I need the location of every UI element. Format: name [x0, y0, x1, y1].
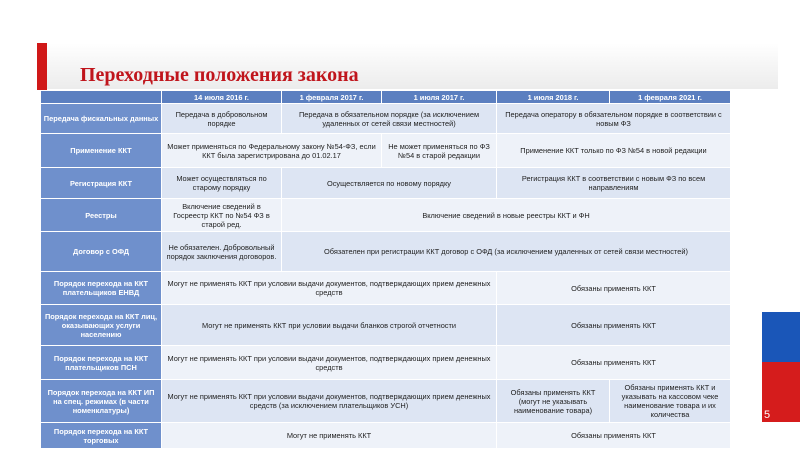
- table-row: [41, 232, 731, 272]
- row-label: Передача фискальных данных: [41, 104, 162, 134]
- header-date-2017-02-01: 1 февраля 2017 г.: [282, 91, 382, 104]
- header-date-2016-07-14: 14 июля 2016 г.: [162, 91, 282, 104]
- table-cell: Обязаны применять ККТ: [497, 423, 731, 449]
- row-label: Порядок перехода на ККТ торговых: [41, 423, 162, 449]
- row-label: Договор с ОФД: [41, 232, 162, 272]
- table-cell: Может применяться по Федеральному закону №54-ФЗ, если ККТ была зарегистрирована до 01.02.17: [162, 134, 382, 168]
- table-cell: Передача в добровольном порядке: [162, 104, 282, 134]
- table-cell: Включение сведений в Госреестр ККТ по №54 ФЗ в старой ред.: [162, 199, 282, 232]
- table-cell: Могут не применять ККТ: [162, 423, 497, 449]
- table-cell: Обязаны применять ККТ (могут не указывать наименование товара): [497, 380, 610, 423]
- table-cell: Обязателен при регистрации ККТ договор с ОФД (за исключением удаленных от сетей связи местностей): [282, 232, 731, 272]
- table-cell: Передача оператору в обязательном порядке в соответствии с новым ФЗ: [497, 104, 731, 134]
- table-cell: Регистрация ККТ в соответствии с новым ФЗ по всем направлениям: [497, 168, 731, 199]
- table-row: [41, 380, 731, 423]
- table-row: [41, 134, 731, 168]
- table-cell: Применение ККТ только по ФЗ №54 в новой редакции: [497, 134, 731, 168]
- table-cell: Осуществляется по новому порядку: [282, 168, 497, 199]
- table-cell: Обязаны применять ККТ: [497, 305, 731, 346]
- table-header-row: [41, 91, 731, 104]
- table-row: [41, 168, 731, 199]
- table-cell: Могут не применять ККТ при условии выдачи документов, подтверждающих прием денежных средств (за исключением плательщиков УСН): [162, 380, 497, 423]
- table-row: [41, 104, 731, 134]
- header-date-2017-07-01: 1 июля 2017 г.: [382, 91, 497, 104]
- row-label: Порядок перехода на ККТ плательщиков ЕНВД: [41, 272, 162, 305]
- row-label: Применение ККТ: [41, 134, 162, 168]
- header-date-2021-02-01: 1 февраля 2021 г.: [610, 91, 731, 104]
- transition-provisions-table: [40, 90, 731, 449]
- table-cell: Передача в обязательном порядке (за исключением удаленных от сетей связи местностей): [282, 104, 497, 134]
- slide-title: Переходные положения закона: [80, 64, 359, 86]
- row-label: Реестры: [41, 199, 162, 232]
- table-cell: Могут не применять ККТ при условии выдачи бланков строгой отчетности: [162, 305, 497, 346]
- flag-stripe-blue: [762, 312, 800, 362]
- table-cell: Не может применяться по ФЗ №54 в старой редакции: [382, 134, 497, 168]
- table-row: [41, 272, 731, 305]
- table-cell: Обязаны применять ККТ: [497, 272, 731, 305]
- table-row: [41, 423, 731, 449]
- row-label: Порядок перехода на ККТ лиц, оказывающих услуги населению: [41, 305, 162, 346]
- table-cell: Могут не применять ККТ при условии выдачи документов, подтверждающих прием денежных средств: [162, 346, 497, 380]
- row-label: Порядок перехода на ККТ плательщиков ПСН: [41, 346, 162, 380]
- table-cell: Обязаны применять ККТ: [497, 346, 731, 380]
- row-label: Порядок перехода на ККТ ИП на спец. режимах (в части номенклатуры): [41, 380, 162, 423]
- header-corner: [41, 91, 162, 104]
- row-label: Регистрация ККТ: [41, 168, 162, 199]
- table-row: [41, 305, 731, 346]
- table-cell: Могут не применять ККТ при условии выдачи документов, подтверждающих прием денежных средств: [162, 272, 497, 305]
- table-cell: Может осуществляться по старому порядку: [162, 168, 282, 199]
- table-cell: Включение сведений в новые реестры ККТ и ФН: [282, 199, 731, 232]
- header-date-2018-07-01: 1 июля 2018 г.: [497, 91, 610, 104]
- title-accent-bar: [37, 43, 47, 90]
- table-cell: Не обязателен. Добровольный порядок заключения договоров.: [162, 232, 282, 272]
- table-row: [41, 346, 731, 380]
- table-row: [41, 199, 731, 232]
- table-cell: Обязаны применять ККТ и указывать на кассовом чеке наименование товара и их количества: [610, 380, 731, 423]
- page-number: 5: [764, 409, 771, 421]
